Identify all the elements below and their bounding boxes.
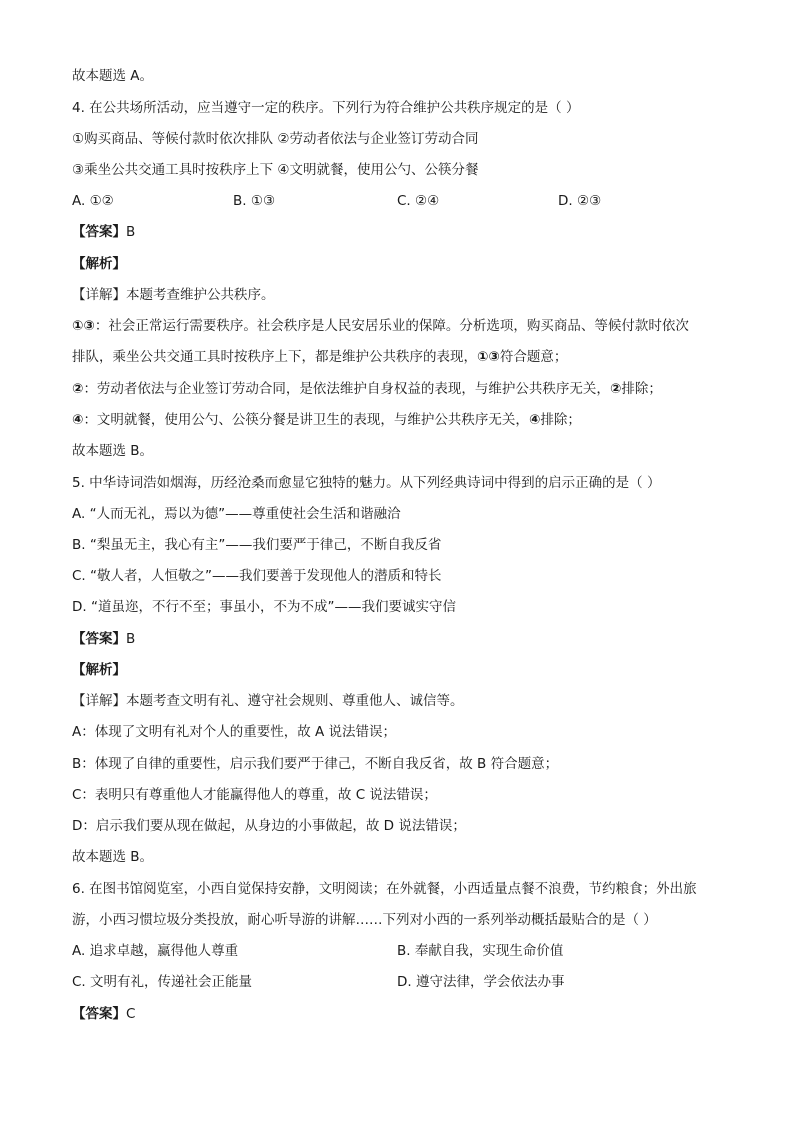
q4-point3: [72, 410, 581, 430]
q4-analysis-heading: [72, 254, 126, 274]
q5-explain-b: B：体现了自律的重要性，启示我们要严于律己，不断自我反省，故 B 符合题意；: [72, 756, 559, 772]
item-text: 排除；: [540, 412, 581, 428]
answer-value: C: [126, 1006, 136, 1022]
q4-option-b: B. ①③: [233, 193, 276, 209]
q5-stem: 5. 中华诗词浩如烟海，历经沧桑而愈显它独特的魅力。从下列经典诗词中得到的启示正确的是（ ）: [72, 475, 661, 491]
q4-stem: 4. 在公共场所活动，应当遵守一定的秩序。下列行为符合维护公共秩序规定的是（ ）: [72, 100, 580, 116]
q3-conclusion: 故本题选 A。: [72, 68, 154, 84]
answer-value: B: [126, 631, 136, 647]
q4-conclusion: 故本题选 B。: [72, 443, 154, 459]
q4-point1-line1: [72, 316, 689, 336]
q6-stem-line2: 游，小西习惯垃圾分类投放，耐心听导游的讲解……下列对小西的一系列举动概括最贴合的是（ ）: [72, 912, 657, 928]
q4-detail: [72, 285, 275, 305]
item-label: ④: [72, 412, 84, 428]
q6-answer: [72, 1004, 135, 1024]
item-label: ②: [72, 381, 84, 397]
q4-point2: [72, 379, 662, 399]
q5-conclusion: 故本题选 B。: [72, 849, 154, 865]
item-text: ：劳动者依法与企业签订劳动合同，是依法维护自身权益的表现，与维护公共秩序无关，: [83, 381, 610, 397]
item-text: 排队，乘坐公共交通工具时按秩序上下，都是维护公共秩序的表现，: [72, 349, 477, 365]
item-text: ：社会正常运行需要秩序。社会秩序是人民安居乐业的保障。分析选项，购买商品、等候付款时依次: [94, 318, 689, 334]
q5-option-d: D. “道虽迩，不行不至；事虽小，不为不成”——我们要诚实守信: [72, 599, 456, 615]
q5-explain-c: C：表明只有尊重他人才能赢得他人的尊重，故 C 说法错误；: [72, 787, 437, 803]
q5-detail: [72, 691, 464, 711]
answer-tag: 【答案】: [72, 631, 126, 647]
q4-items-line2: ③乘坐公共交通工具时按秩序上下 ④文明就餐，使用公勺、公筷分餐: [72, 162, 479, 178]
answer-tag: 【答案】: [72, 1006, 126, 1022]
q6-stem-line1: 6. 在图书馆阅览室，小西自觉保持安静，文明阅读；在外就餐，小西适量点餐不浪费，节约粮食；外出旅: [72, 881, 697, 897]
answer-tag: 【答案】: [72, 224, 126, 240]
q5-answer: [72, 629, 135, 649]
q6-option-c: C. 文明有礼，传递社会正能量: [72, 974, 253, 990]
q5-analysis-heading: [72, 660, 126, 680]
analysis-tag: 【解析】: [72, 256, 126, 272]
q5-option-b: B. “梨虽无主，我心有主”——我们要严于律己，不断自我反省: [72, 537, 442, 553]
q5-option-c: C. “敬人者，人恒敬之”——我们要善于发现他人的潜质和特长: [72, 568, 442, 584]
item-label: ①③: [72, 318, 95, 334]
detail-text: 本题考查文明有礼、遵守社会规则、尊重他人、诚信等。: [126, 693, 464, 709]
item-text: ：文明就餐，使用公勺、公筷分餐是讲卫生的表现，与维护公共秩序无关，: [83, 412, 529, 428]
item-text: 符合题意；: [499, 349, 568, 365]
q4-option-d: D. ②③: [558, 193, 602, 209]
item-label: ①③: [477, 349, 500, 365]
q4-answer: [72, 222, 135, 242]
q4-option-c: C. ②④: [397, 193, 440, 209]
detail-tag: 【详解】: [72, 693, 126, 709]
analysis-tag: 【解析】: [72, 662, 126, 678]
q6-option-b: B. 奉献自我，实现生命价值: [397, 943, 564, 959]
q6-option-a: A. 追求卓越，赢得他人尊重: [72, 943, 239, 959]
q5-option-a: A. “人而无礼，焉以为德”——尊重使社会生活和谐融洽: [72, 506, 401, 522]
q4-items-line1: ①购买商品、等候付款时依次排队 ②劳动者依法与企业签订劳动合同: [72, 131, 479, 147]
detail-tag: 【详解】: [72, 287, 126, 303]
item-text: 排除；: [621, 381, 662, 397]
q5-explain-a: A：体现了文明有礼对个人的重要性，故 A 说法错误；: [72, 724, 397, 740]
detail-text: 本题考查维护公共秩序。: [126, 287, 275, 303]
item-label: ④: [528, 412, 541, 428]
q5-explain-d: D：启示我们要从现在做起，从身边的小事做起，故 D 说法错误；: [72, 818, 466, 834]
answer-value: B: [126, 224, 136, 240]
q6-option-d: D. 遵守法律，学会依法办事: [397, 974, 565, 990]
q4-point1-line2: [72, 347, 567, 367]
q4-option-a: A. ①②: [72, 193, 114, 209]
item-label: ②: [609, 381, 622, 397]
